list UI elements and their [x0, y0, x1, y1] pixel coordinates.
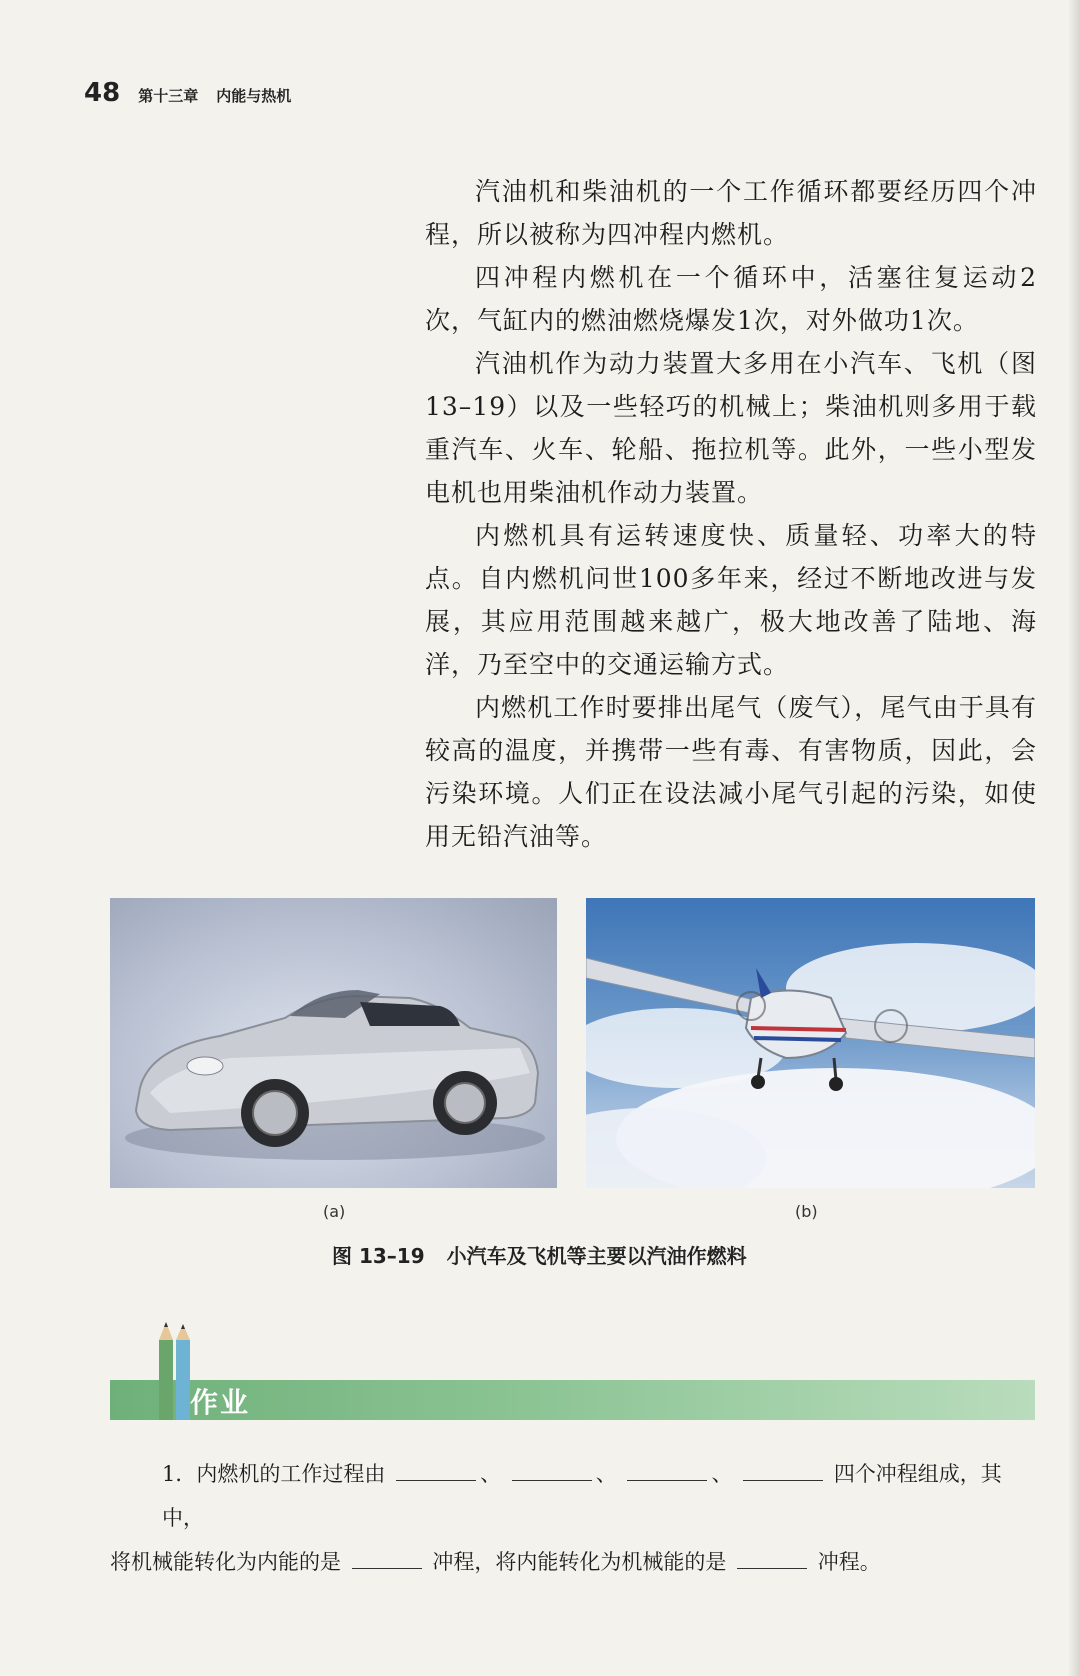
chapter-heading — [138, 85, 291, 106]
answer-blank[interactable] — [743, 1462, 823, 1481]
question-text: 将机械能转化为内能的是 — [110, 1550, 341, 1574]
answer-blank[interactable] — [512, 1462, 592, 1481]
paragraph: 内燃机工作时要排出尾气（废气），尾气由于具有较高的温度，并携带一些有毒、有害物质，因此，会污染环境。人们正在设法减小尾气引起的污染，如使用无铅汽油等。 — [425, 693, 1037, 851]
separator: 、 — [595, 1462, 617, 1486]
exercise-question-1 — [110, 1452, 1040, 1584]
figure-caption — [332, 1240, 747, 1269]
exercise-line — [110, 1540, 1040, 1584]
paragraph: 汽油机作为动力装置大多用在小汽车、飞机（图13–19）以及一些轻巧的机械上；柴油机则多用于载重汽车、火车、轮船、拖拉机等。此外，一些小型发电机也用柴油机作动力装置。 — [425, 349, 1037, 507]
car-illustration — [110, 898, 557, 1188]
figure-sublabel-b: (b) — [795, 1202, 818, 1221]
answer-blank[interactable] — [737, 1550, 807, 1569]
paragraph: 内燃机具有运转速度快、质量轻、功率大的特点。自内燃机问世100多年来，经过不断地改进与发展，其应用范围越来越广，极大地改善了陆地、海洋，乃至空中的交通运输方式。 — [425, 521, 1037, 679]
paragraph: 汽油机和柴油机的一个工作循环都要经历四个冲程，所以被称为四冲程内燃机。 — [425, 177, 1037, 249]
answer-blank[interactable] — [627, 1462, 707, 1481]
chapter-number: 第十三章 — [138, 87, 199, 105]
body-text — [425, 170, 1037, 858]
page-number: 48 — [84, 78, 121, 108]
chapter-title: 内能与热机 — [216, 87, 292, 105]
question-text: 冲程，将内能转化为机械能的是 — [432, 1550, 727, 1574]
separator: 、 — [711, 1462, 733, 1486]
separator: 、 — [480, 1462, 502, 1486]
figure-caption-text: 小汽车及飞机等主要以汽油作燃料 — [446, 1244, 747, 1268]
figure-sublabel-a: (a) — [323, 1202, 346, 1221]
paragraph: 四冲程内燃机在一个循环中，活塞往复运动2次，气缸内的燃油燃烧爆发1次，对外做功1次。 — [425, 263, 1037, 335]
question-text: 1．内燃机的工作过程由 — [162, 1462, 386, 1486]
question-text: 冲程。 — [817, 1550, 881, 1574]
exercise-line — [110, 1452, 1040, 1540]
page-edge-shadow — [1068, 0, 1080, 1676]
airplane-illustration — [586, 898, 1035, 1188]
section-title-homework: 作业 — [190, 1386, 251, 1419]
figure-airplane-photo — [586, 898, 1035, 1188]
question-text: 四个冲程组成，其中， — [162, 1462, 1002, 1530]
page-header — [84, 78, 291, 108]
figure-car-photo — [110, 898, 557, 1188]
answer-blank[interactable] — [396, 1462, 476, 1481]
figure-number: 图 13–19 — [332, 1244, 425, 1268]
answer-blank[interactable] — [352, 1550, 422, 1569]
